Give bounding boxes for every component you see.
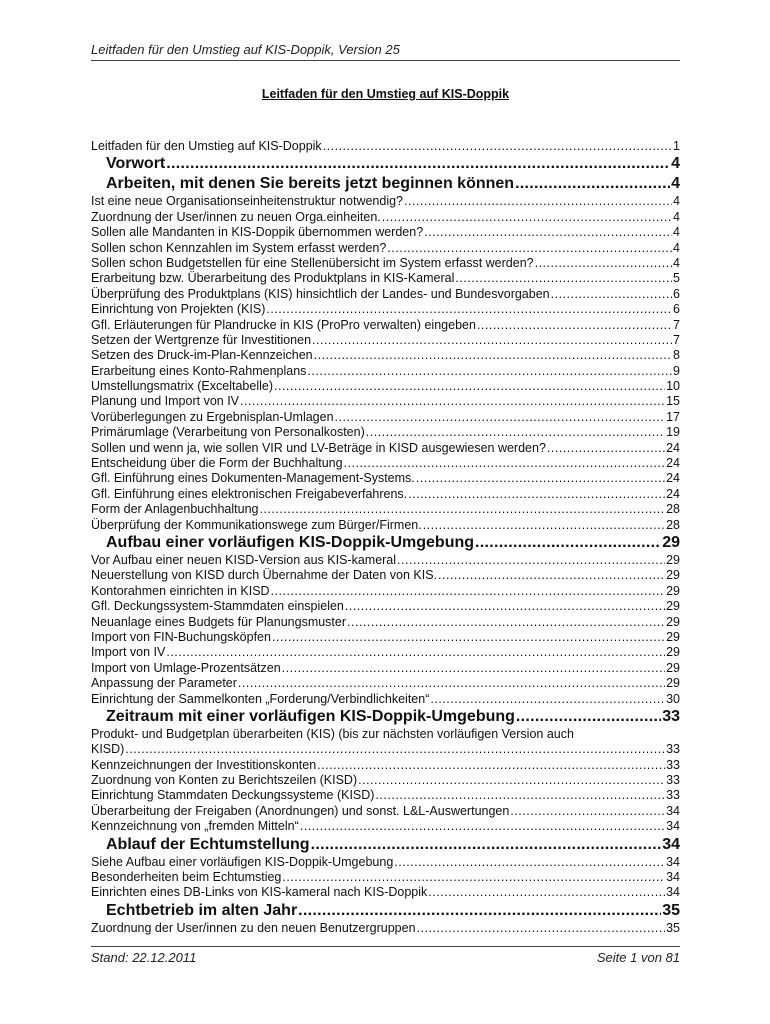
toc-dot-leader: [166, 154, 670, 174]
toc-page-number: 28: [666, 502, 680, 517]
toc-entry[interactable]: [91, 348, 680, 363]
toc-entry[interactable]: [91, 773, 680, 788]
toc-page-number: 4: [671, 155, 680, 173]
toc-entry[interactable]: [91, 487, 680, 502]
toc-entry-label: Überprüfung der Kommunikationswege zum Bürger/Firmen.: [91, 517, 422, 532]
toc-entry[interactable]: [91, 379, 680, 394]
toc-page-number: 33: [666, 773, 680, 788]
toc-heading-entry[interactable]: [91, 154, 680, 174]
toc-entry-line: [91, 742, 680, 757]
toc-dot-leader: [397, 553, 665, 568]
toc-dot-leader: [547, 441, 665, 456]
toc-entry-label: Besonderheiten beim Echtumstieg: [91, 870, 282, 885]
toc-page-number: 29: [666, 568, 680, 583]
toc-entry-label: Sollen alle Mandanten in KIS-Doppik übernommen werden?: [91, 225, 424, 240]
toc-entry-label: Erarbeitung eines Konto-Rahmenplans: [91, 363, 307, 378]
toc-entry-label: Import von Umlage-Prozentsätzen: [91, 660, 281, 675]
toc-dot-leader: [382, 210, 672, 225]
toc-page-number: 33: [666, 742, 680, 757]
toc-dot-leader: [423, 518, 665, 533]
toc-entry-label: Leitfaden für den Umstieg auf KIS-Doppik: [91, 139, 322, 153]
toc-entry[interactable]: [91, 471, 680, 486]
document-title: Leitfaden für den Umstieg auf KIS-Doppik: [261, 87, 510, 101]
toc-entry[interactable]: [91, 225, 680, 240]
toc-entry-label: Umstellungsmatrix (Exceltabelle): [91, 379, 274, 394]
toc-heading-entry[interactable]: [91, 901, 680, 921]
toc-page-number: 15: [666, 394, 680, 409]
toc-dot-leader: [311, 835, 662, 855]
toc-entry[interactable]: [91, 364, 680, 379]
toc-dot-leader: [317, 758, 665, 773]
toc-entry-label: Überprüfung des Produktplans (KIS) hinsichtlich der Landes- und Bundesvorgaben: [91, 286, 550, 301]
toc-entry-label: Gfl. Einführung eines elektronischen Freigabeverfahrens.: [91, 486, 408, 501]
toc-entry[interactable]: [91, 804, 680, 819]
toc-entry-label: Siehe Aufbau einer vorläufigen KIS-Doppik-Umgebung: [91, 854, 394, 869]
toc-entry[interactable]: [91, 584, 680, 599]
toc-dot-leader: [238, 676, 665, 691]
toc-page-number: 24: [666, 456, 680, 471]
toc-heading-entry[interactable]: [91, 174, 680, 194]
toc-entry-label: Sollen schon Budgetstellen für eine Stellenübersicht im System erfasst werden?: [91, 255, 534, 270]
toc-entry-label: Anpassung der Parameter: [91, 676, 237, 691]
toc-entry[interactable]: [91, 921, 680, 936]
toc-entry[interactable]: [91, 615, 680, 630]
toc-entry-label: Kennzeichnung von „fremden Mitteln“: [91, 819, 299, 834]
toc-page-number: 4: [671, 175, 680, 193]
table-of-contents: [91, 139, 680, 936]
toc-entry[interactable]: [91, 502, 680, 517]
toc-dot-leader: [125, 742, 665, 757]
toc-entry[interactable]: [91, 788, 680, 803]
toc-page-number: 29: [666, 614, 680, 629]
toc-page-number: 7: [673, 317, 680, 332]
toc-dot-leader: [271, 584, 666, 599]
toc-entry[interactable]: [91, 241, 680, 256]
toc-page-number: 29: [666, 629, 680, 644]
toc-entry[interactable]: [91, 553, 680, 568]
toc-dot-leader: [515, 174, 670, 194]
toc-dot-leader: [166, 645, 665, 660]
toc-dot-leader: [347, 615, 665, 630]
toc-dot-leader: [394, 855, 665, 870]
toc-entry-label: Form der Anlagenbuchhaltung: [91, 502, 259, 517]
toc-entry-label: Primärumlage (Verarbeitung von Personalkosten): [91, 425, 365, 440]
toc-page-number: 34: [666, 870, 680, 885]
toc-page-number: 34: [662, 835, 680, 853]
toc-dot-leader: [416, 471, 665, 486]
toc-dot-leader: [510, 804, 665, 819]
toc-page-number: 29: [666, 676, 680, 691]
toc-entry[interactable]: [91, 692, 680, 707]
toc-entry[interactable]: [91, 333, 680, 348]
toc-dot-leader: [344, 456, 666, 471]
toc-page-number: 29: [666, 660, 680, 675]
toc-dot-leader: [335, 410, 666, 425]
toc-dot-leader: [516, 707, 661, 727]
toc-entry-label: Sollen schon Kennzahlen im System erfasst werden?: [91, 240, 387, 255]
toc-entry[interactable]: [91, 410, 680, 425]
toc-entry-label: Planung und Import von IV: [91, 394, 240, 409]
header-divider: [91, 60, 680, 61]
toc-page-number: 34: [666, 803, 680, 818]
toc-entry[interactable]: [91, 568, 680, 583]
toc-entry[interactable]: [91, 599, 680, 614]
toc-entry[interactable]: [91, 425, 680, 440]
toc-entry[interactable]: [91, 676, 680, 691]
toc-entry[interactable]: [91, 256, 680, 271]
toc-entry-label: Einrichtung der Sammelkonten „Forderung/Verbindlichkeiten“: [91, 691, 430, 706]
toc-page-number: 6: [673, 286, 680, 301]
toc-entry-label: Gfl. Einführung eines Dokumenten-Management-Systems.: [91, 471, 415, 486]
toc-dot-leader: [358, 773, 665, 788]
toc-entry-label: Zuordnung der User/innen zu den neuen Benutzergruppen: [91, 920, 416, 935]
toc-entry-label: Einrichten eines DB-Links von KIS-kameral nach KIS-Doppik: [91, 885, 428, 900]
toc-entry-label: Einrichtung Stammdaten Deckungssysteme (KISD): [91, 788, 375, 803]
toc-entry[interactable]: [91, 287, 680, 302]
toc-dot-leader: [266, 302, 672, 317]
toc-page-number: 1: [673, 139, 680, 153]
toc-entry[interactable]: [91, 518, 680, 533]
toc-entry-label: Setzen des Druck-im-Plan-Kennzeichen: [91, 348, 313, 363]
toc-entry-label: Entscheidung über die Form der Buchhaltung: [91, 456, 343, 471]
toc-entry-label: Arbeiten, mit denen Sie bereits jetzt beginnen können: [106, 175, 515, 193]
toc-page-number: 17: [666, 409, 680, 424]
toc-entry-label: Kennzeichnungen der Investitionskonten: [91, 757, 317, 772]
toc-dot-leader: [428, 885, 665, 900]
toc-page-number: 34: [666, 854, 680, 869]
toc-entry-label: Neuerstellung von KISD durch Übernahme der Daten von KIS.: [91, 568, 438, 583]
toc-page-number: 6: [673, 302, 680, 317]
toc-page-number: 35: [662, 901, 680, 919]
toc-page-number: 33: [662, 707, 680, 725]
toc-dot-leader: [375, 788, 665, 803]
toc-dot-leader: [345, 599, 665, 614]
toc-dot-leader: [323, 139, 672, 154]
toc-page-number: 4: [673, 255, 680, 270]
toc-page-number: 24: [666, 471, 680, 486]
toc-page-number: 24: [666, 440, 680, 455]
toc-entry-label: Vorwort: [106, 155, 166, 173]
toc-entry-label: Zuordnung der User/innen zu neuen Orga.einheiten.: [91, 209, 381, 224]
toc-entry-label: Ablauf der Echtumstellung: [106, 835, 310, 853]
toc-dot-leader: [430, 692, 665, 707]
toc-entry-label: Import von IV: [91, 645, 166, 660]
toc-page-number: 29: [666, 645, 680, 660]
toc-page-number: 33: [666, 788, 680, 803]
toc-entry-label: Zuordnung von Konten zu Berichtszeilen (KISD): [91, 773, 358, 788]
toc-dot-leader: [240, 394, 665, 409]
toc-entry-label: Vorüberlegungen zu Ergebnisplan-Umlagen: [91, 409, 334, 424]
toc-dot-leader: [408, 487, 665, 502]
toc-entry-label: Aufbau einer vorläufigen KIS-Doppik-Umgebung: [106, 533, 475, 551]
toc-entry[interactable]: [91, 630, 680, 645]
toc-dot-leader: [298, 901, 661, 921]
running-header: Leitfaden für den Umstieg auf KIS-Doppik, Version 25: [91, 42, 400, 57]
toc-page-number: 35: [666, 920, 680, 935]
toc-entry[interactable]: [91, 194, 680, 209]
toc-page-number: 19: [666, 425, 680, 440]
toc-dot-leader: [417, 921, 666, 936]
toc-page-number: 34: [666, 819, 680, 834]
toc-entry[interactable]: [91, 855, 680, 870]
toc-entry[interactable]: [91, 885, 680, 900]
toc-heading-entry[interactable]: [91, 533, 680, 553]
toc-dot-leader: [300, 819, 665, 834]
toc-page-number: 30: [666, 691, 680, 706]
toc-entry[interactable]: [91, 645, 680, 660]
toc-dot-leader: [312, 333, 672, 348]
toc-page-number: 5: [673, 271, 680, 286]
toc-entry-label: Einrichtung von Projekten (KIS): [91, 302, 266, 317]
toc-dot-leader: [314, 348, 672, 363]
toc-page-number: 4: [673, 194, 680, 209]
toc-page-number: 7: [673, 332, 680, 347]
footer-page-info: Seite 1 von 81: [596, 950, 680, 965]
toc-page-number: 29: [662, 533, 680, 551]
toc-entry[interactable]: [91, 318, 680, 333]
toc-dot-leader: [404, 194, 672, 209]
toc-dot-leader: [366, 425, 665, 440]
toc-entry[interactable]: [91, 394, 680, 409]
toc-page-number: 28: [666, 517, 680, 532]
toc-dot-leader: [387, 241, 672, 256]
toc-entry-label: Gfl. Erläuterungen für Plandrucke in KIS (ProPro verwalten) eingeben: [91, 317, 476, 332]
footer-divider: [91, 946, 680, 947]
toc-entry-label: Ist eine neue Organisationseinheitenstruktur notwendig?: [91, 194, 404, 209]
toc-entry[interactable]: [91, 727, 680, 758]
toc-entry[interactable]: [91, 870, 680, 885]
toc-entry[interactable]: [91, 302, 680, 317]
toc-entry-label: Gfl. Deckungssystem-Stammdaten einspielen: [91, 599, 344, 614]
toc-dot-leader: [475, 533, 661, 553]
toc-entry-label: Setzen der Wertgrenze für Investitionen: [91, 332, 312, 347]
toc-entry[interactable]: [91, 661, 680, 676]
toc-heading-entry[interactable]: [91, 707, 680, 727]
toc-dot-leader: [551, 287, 672, 302]
toc-dot-leader: [282, 661, 665, 676]
toc-entry-label: Erarbeitung bzw. Überarbeitung des Produktplans in KIS-Kameral: [91, 271, 455, 286]
toc-entry[interactable]: [91, 139, 680, 154]
toc-entry-label: Überarbeitung der Freigaben (Anordnungen) und sonst. L&L-Auswertungen: [91, 803, 510, 818]
toc-entry[interactable]: [91, 819, 680, 834]
toc-page-number: 29: [666, 552, 680, 567]
toc-dot-leader: [272, 630, 665, 645]
toc-page-number: 33: [666, 757, 680, 772]
toc-entry-label: Zeitraum mit einer vorläufigen KIS-Doppik-Umgebung: [106, 707, 515, 725]
toc-page-number: 29: [666, 599, 680, 614]
toc-entry[interactable]: [91, 271, 680, 286]
toc-entry-label: Sollen und wenn ja, wie sollen VIR und LV-Beträge in KISD ausgewiesen werden?: [91, 440, 546, 455]
toc-entry-label: Produkt- und Budgetplan überarbeiten (KIS) (bis zur nächsten vorläufigen Version auch: [91, 726, 574, 741]
footer-date: Stand: 22.12.2011: [91, 950, 197, 965]
toc-page-number: 9: [673, 363, 680, 378]
toc-entry-label: Vor Aufbau einer neuen KISD-Version aus KIS-kameral: [91, 552, 397, 567]
toc-dot-leader: [274, 379, 665, 394]
toc-heading-entry[interactable]: [91, 835, 680, 855]
toc-entry[interactable]: [91, 456, 680, 471]
toc-dot-leader: [259, 502, 665, 517]
toc-dot-leader: [424, 225, 672, 240]
toc-page-number: 4: [673, 225, 680, 240]
toc-dot-leader: [477, 318, 672, 333]
toc-dot-leader: [455, 271, 672, 286]
toc-entry-label: Neuanlage eines Budgets für Planungsmuster: [91, 614, 347, 629]
toc-page-number: 29: [666, 583, 680, 598]
toc-dot-leader: [282, 870, 665, 885]
toc-entry[interactable]: [91, 758, 680, 773]
toc-entry-label: Kontorahmen einrichten in KISD: [91, 583, 270, 598]
toc-dot-leader: [307, 364, 672, 379]
toc-entry-label: KISD): [91, 742, 125, 757]
toc-dot-leader: [535, 256, 672, 271]
toc-page-number: 10: [666, 379, 680, 394]
toc-page-number: 4: [673, 209, 680, 224]
toc-entry[interactable]: [91, 441, 680, 456]
toc-page-number: 8: [673, 348, 680, 363]
toc-entry[interactable]: [91, 210, 680, 225]
toc-entry-label: Echtbetrieb im alten Jahr: [106, 901, 298, 919]
toc-page-number: 24: [666, 486, 680, 501]
toc-entry-label: Import von FIN-Buchungsköpfen: [91, 629, 271, 644]
toc-dot-leader: [438, 568, 665, 583]
toc-page-number: 4: [673, 240, 680, 255]
toc-page-number: 34: [666, 885, 680, 900]
